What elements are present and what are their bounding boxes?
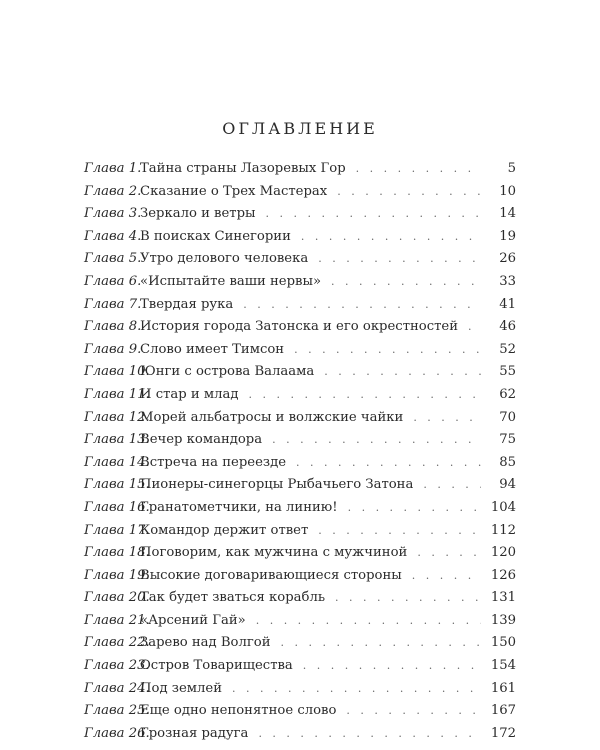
chapter-title: «Испытайте ваши нервы» — [140, 273, 322, 289]
chapter-number: Глава 10. — [84, 364, 150, 380]
chapter-number: Глава 24. — [84, 680, 150, 696]
chapter-number: Глава 7. — [84, 296, 142, 312]
toc-entry — [84, 655, 516, 678]
chapter-number: Глава 9. — [84, 341, 142, 357]
chapter-number: Глава 8. — [84, 319, 142, 335]
dot-leader — [412, 565, 481, 588]
page-number: 75 — [499, 432, 516, 448]
page-number: 150 — [490, 635, 516, 651]
chapter-number: Глава 16. — [84, 499, 150, 515]
chapter-title: Так будет зваться корабль — [140, 590, 326, 606]
toc-entry — [84, 429, 516, 452]
chapter-number: Глава 23. — [84, 658, 150, 674]
chapter-title: Командор держит ответ — [140, 522, 309, 538]
chapter-number: Глава 13. — [84, 432, 150, 448]
chapter-number: Глава 12. — [84, 409, 150, 425]
toc-entry — [84, 158, 516, 181]
chapter-number: Глава 14. — [84, 454, 150, 470]
chapter-number: Глава 25. — [84, 703, 150, 719]
page-number: 172 — [490, 725, 516, 741]
chapter-title: Встреча на переезде — [140, 454, 286, 470]
chapter-number: Глава 21. — [84, 612, 150, 628]
toc-entry — [84, 565, 516, 588]
page-title: ОГЛАВЛЕНИЕ — [222, 119, 378, 138]
dot-leader — [303, 655, 481, 678]
chapter-title: Поговорим, как мужчина с мужчиной — [140, 545, 408, 561]
chapter-title: История города Затонска и его окрестностей — [140, 319, 458, 335]
toc-entry — [84, 678, 516, 701]
chapter-title: Слово имеет Тимсон — [140, 341, 285, 357]
page-number: 19 — [499, 228, 516, 244]
toc-entry — [84, 632, 516, 655]
chapter-title: Грозная радуга — [140, 725, 249, 741]
dot-leader — [356, 158, 481, 181]
chapter-title: Сказание о Трех Мастерах — [140, 183, 328, 199]
dot-leader — [258, 723, 481, 746]
chapter-number: Глава 4. — [84, 228, 142, 244]
chapter-number: Глава 11. — [84, 386, 150, 402]
page-number: 5 — [507, 161, 516, 176]
dot-leader — [256, 610, 481, 633]
page-number: 104 — [490, 499, 516, 515]
page-number: 33 — [499, 273, 516, 289]
dot-leader — [337, 181, 481, 204]
dot-leader — [296, 452, 481, 475]
dot-leader — [301, 226, 481, 249]
toc-entry — [84, 452, 516, 475]
page-number: 139 — [490, 612, 516, 628]
chapter-title: Зеркало и ветры — [140, 206, 256, 222]
toc-entry — [84, 294, 516, 317]
toc-entry — [84, 497, 516, 520]
toc-entry — [84, 384, 516, 407]
toc-entry — [84, 723, 516, 746]
chapter-number: Глава 3. — [84, 206, 142, 222]
dot-leader — [243, 294, 481, 317]
toc-entry — [84, 587, 516, 610]
page-number: 120 — [490, 545, 516, 561]
page-number: 161 — [490, 680, 516, 696]
page-number: 41 — [499, 296, 516, 312]
chapter-title: Зарево над Волгой — [140, 635, 271, 651]
dot-leader — [232, 678, 481, 701]
toc-entry — [84, 407, 516, 430]
chapter-title: Морей альбатросы и волжские чайки — [140, 409, 404, 425]
toc-entry — [84, 271, 516, 294]
table-of-contents — [84, 158, 516, 745]
chapter-number: Глава 20. — [84, 590, 150, 606]
chapter-number: Глава 5. — [84, 251, 142, 267]
page-number: 62 — [499, 386, 516, 402]
chapter-number: Глава 26. — [84, 725, 150, 741]
dot-leader — [266, 203, 481, 226]
toc-entry — [84, 700, 516, 723]
page-number: 85 — [499, 454, 516, 470]
page-number: 112 — [490, 522, 516, 538]
chapter-title: Твердая рука — [140, 296, 234, 312]
chapter-number: Глава 6. — [84, 273, 142, 289]
dot-leader — [335, 587, 481, 610]
chapter-number: Глава 22. — [84, 635, 150, 651]
toc-entry — [84, 316, 516, 339]
toc-entry — [84, 474, 516, 497]
chapter-number: Глава 2. — [84, 183, 142, 199]
chapter-title: Гранатометчики, на линию! — [140, 499, 338, 515]
toc-entry — [84, 181, 516, 204]
page-number: 14 — [499, 206, 516, 222]
page-number: 131 — [490, 590, 516, 606]
dot-leader — [248, 384, 481, 407]
chapter-title: Под землей — [140, 680, 222, 696]
toc-entry — [84, 226, 516, 249]
chapter-number: Глава 17. — [84, 522, 150, 538]
chapter-title: Вечер командора — [140, 432, 263, 448]
dot-leader — [423, 474, 481, 497]
toc-entry — [84, 203, 516, 226]
dot-leader — [324, 361, 481, 384]
dot-leader — [331, 271, 481, 294]
dot-leader — [318, 520, 481, 543]
dot-leader — [348, 497, 481, 520]
chapter-title: Юнги с острова Валаама — [140, 364, 315, 380]
dot-leader — [346, 700, 481, 723]
chapter-title: «Арсений Гай» — [140, 612, 246, 628]
toc-entry — [84, 339, 516, 362]
dot-leader — [417, 542, 481, 565]
chapter-title: Пионеры-синегорцы Рыбачьего Затона — [140, 477, 414, 493]
chapter-title: Тайна страны Лазоревых Гор — [140, 161, 346, 176]
toc-entry — [84, 542, 516, 565]
dot-leader — [318, 248, 481, 271]
chapter-title: Высокие договаривающиеся стороны — [140, 567, 402, 583]
toc-entry — [84, 248, 516, 271]
page-number: 52 — [499, 341, 516, 357]
chapter-number: Глава 15. — [84, 477, 150, 493]
page-number: 10 — [499, 183, 516, 199]
dot-leader — [281, 632, 482, 655]
chapter-title: Утро делового человека — [140, 251, 309, 267]
page-number: 94 — [499, 477, 516, 493]
page-number: 55 — [499, 364, 516, 380]
chapter-title: В поисках Синегории — [140, 228, 291, 244]
chapter-title: Еще одно непонятное слово — [140, 703, 337, 719]
chapter-number: Глава 1. — [84, 161, 142, 176]
page-number: 154 — [490, 658, 516, 674]
chapter-number: Глава 18. — [84, 545, 150, 561]
toc-entry — [84, 520, 516, 543]
toc-entry — [84, 610, 516, 633]
dot-leader — [413, 407, 481, 430]
page-number: 167 — [490, 703, 516, 719]
page-number: 46 — [499, 319, 516, 335]
chapter-title: Остров Товарищества — [140, 658, 293, 674]
dot-leader — [294, 339, 481, 362]
chapter-number: Глава 19. — [84, 567, 150, 583]
dot-leader — [272, 429, 481, 452]
page-number: 70 — [499, 409, 516, 425]
dot-leader — [468, 316, 481, 339]
toc-entry — [84, 361, 516, 384]
page-number: 126 — [490, 567, 516, 583]
page-number: 26 — [499, 251, 516, 267]
chapter-title: И стар и млад — [140, 386, 239, 402]
